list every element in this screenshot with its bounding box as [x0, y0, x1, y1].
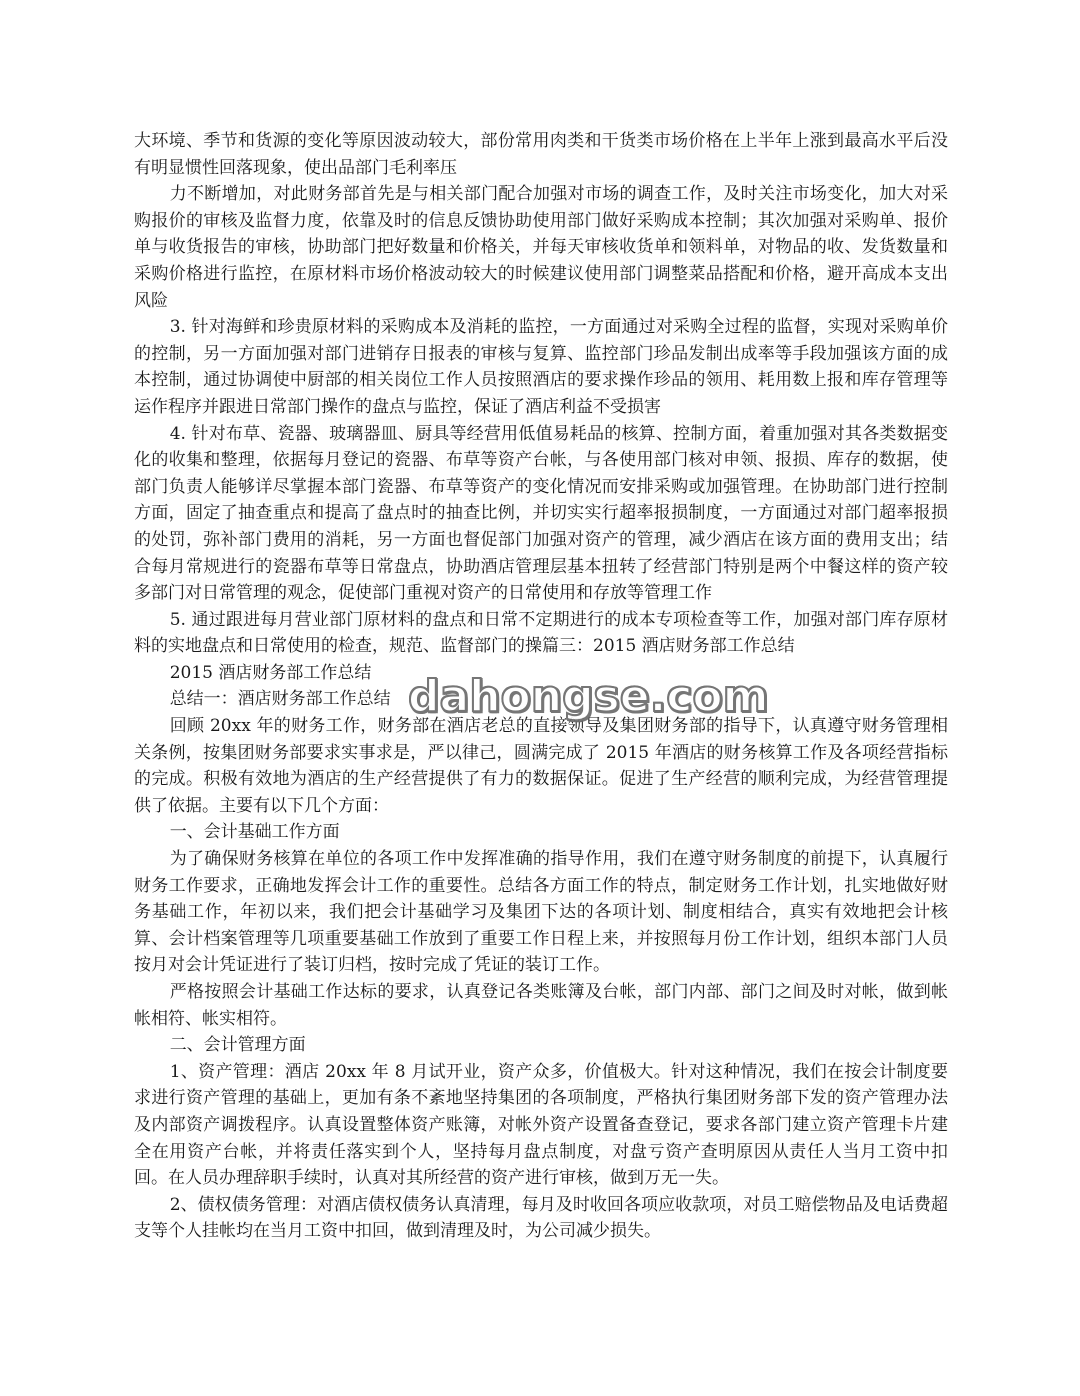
paragraph-4: 4. 针对布草、瓷器、玻璃器皿、厨具等经营用低值易耗品的核算、控制方面，着重加强对其各类数据变化的收集和整理，依据每月登记的瓷器、布草等资产台帐，与各使用部门核对申领、报损、库存的数据，使部门负责人能够详尽掌握本部门瓷器、布草等资产的变化情况而安排采购或加强管理。在协助部门进行控制方面，固定了抽查重点和提高了盘点时的抽查比例，并切实实行超率报损制度，一方面通过对部门超率报损的处罚，弥补部门费用的消耗，另一方面也督促部门加强对资产的管理，减少酒店在该方面的费用支出；结合每月常规进行的瓷器布草等日常盘点，协助酒店管理层基本扭转了经营部门特别是两个中餐这样的资产较多部门对日常管理的观念，促使部门重视对资产的日常使用和存放等管理工作	[134, 423, 948, 604]
watermark: dahongse.com	[408, 671, 769, 722]
paragraph-ledger: 严格按照会计基础工作达标的要求，认真登记各类账簿及台帐，部门内部、部门之间及时对帐，做到帐帐相符、帐实相符。	[134, 982, 948, 1029]
paragraph-5: 5. 通过跟进每月营业部门原材料的盘点和日常不定期进行的成本专项检查等工作，加强对部门库存原材料的实地盘点和日常使用的检查，规范、监督部门的操篇三：2015 酒店财务部工作总结	[134, 609, 948, 657]
paragraph-asset-management: 1、资产管理：酒店 20xx 年 8 月试开业，资产众多，价值极大。针对这种情况，我们在按会计制度要求进行资产管理的基础上，更加有条不紊地坚持集团的各项制度，严格执行集团财务部下发的资产管理办法及内部资产调拨程序。认真设置整体资产账簿，对帐外资产设置备查登记，要求各部门建立资产管理卡片建全在用资产台帐，并将责任落实到个人，坚持每月盘点制度，对盘亏资产查明原因从责任人当月工资中扣回。在人员办理辞职手续时，认真对其所经营的资产进行审核，做到万无一失。	[134, 1061, 948, 1189]
paragraph-1: 大环境、季节和货源的变化等原因波动较大，部份常用肉类和干货类市场价格在上半年上涨到最高水平后没有明显惯性回落现象，使出品部门毛利率压	[134, 131, 948, 178]
paragraph-review: 回顾 20xx 年的财务工作，财务部在酒店老总的直接领导及集团财务部的指导下，认真遵守财务管理相关条例，按集团财务部要求实事求是，严以律己，圆满完成了 2015 年酒店的财务核算工作及各项经营指标的完成。积极有效地为酒店的生产经营提供了有力的数据保证。促进了生产经营的顺利完成，为经营管理提供了依据。主要有以下几个方面：	[134, 716, 948, 816]
paragraph-2: 力不断增加，对此财务部首先是与相关部门配合加强对市场的调查工作，及时关注市场变化，加大对采购报价的审核及监督力度，依靠及时的信息反馈协助使用部门做好采购成本控制；其次加强对采购单、报价单与收货报告的审核，协助部门把好数量和价格关，并每天审核收货单和领料单，对物品的收、发货数量和采购价格进行监控，在原材料市场价格波动较大的时候建议使用部门调整菜品搭配和价格，避开高成本支出风险	[134, 184, 948, 311]
paragraph-3: 3. 针对海鲜和珍贵原材料的采购成本及消耗的监控，一方面通过对采购全过程的监督，实现对采购单价的控制，另一方面加强对部门进销存日报表的审核与复算、监控部门珍品发制出成率等手段加强该方面的成本控制，通过协调使中厨部的相关岗位工作人员按照酒店的要求操作珍品的领用、耗用数上报和库存管理等运作程序并跟进日常部门操作的盘点与监控，保证了酒店利益不受损害	[134, 317, 948, 417]
section-title: 2015 酒店财务部工作总结	[169, 662, 372, 683]
paragraph-accounting-basics: 为了确保财务核算在单位的各项工作中发挥准确的指导作用，我们在遵守财务制度的前提下，认真履行财务工作要求，正确地发挥会计工作的重要性。总结各方面工作的特点，制定财务工作计划，扎实地做好财务基础工作，年初以来，我们把会计基础学习及集团下达的各项计划、制度相结合，真实有效地把会计核算、会计档案管理等几项重要基础工作放到了重要工作日程上来，并按照每月份工作计划，组织本部门人员按月对会计凭证进行了装订归档，按时完成了凭证的装订工作。	[134, 849, 948, 976]
paragraph-debt-management: 2、债权债务管理：对酒店债权债务认真清理，每月及时收回各项应收款项，对员工赔偿物品及电话费超支等个人挂帐均在当月工资中扣回，做到清理及时，为公司减少损失。	[134, 1194, 948, 1242]
heading-accounting-basics: 一、会计基础工作方面	[169, 822, 340, 843]
summary-heading: 总结一：酒店财务部工作总结	[169, 689, 391, 710]
heading-accounting-management: 二、会计管理方面	[169, 1035, 306, 1056]
